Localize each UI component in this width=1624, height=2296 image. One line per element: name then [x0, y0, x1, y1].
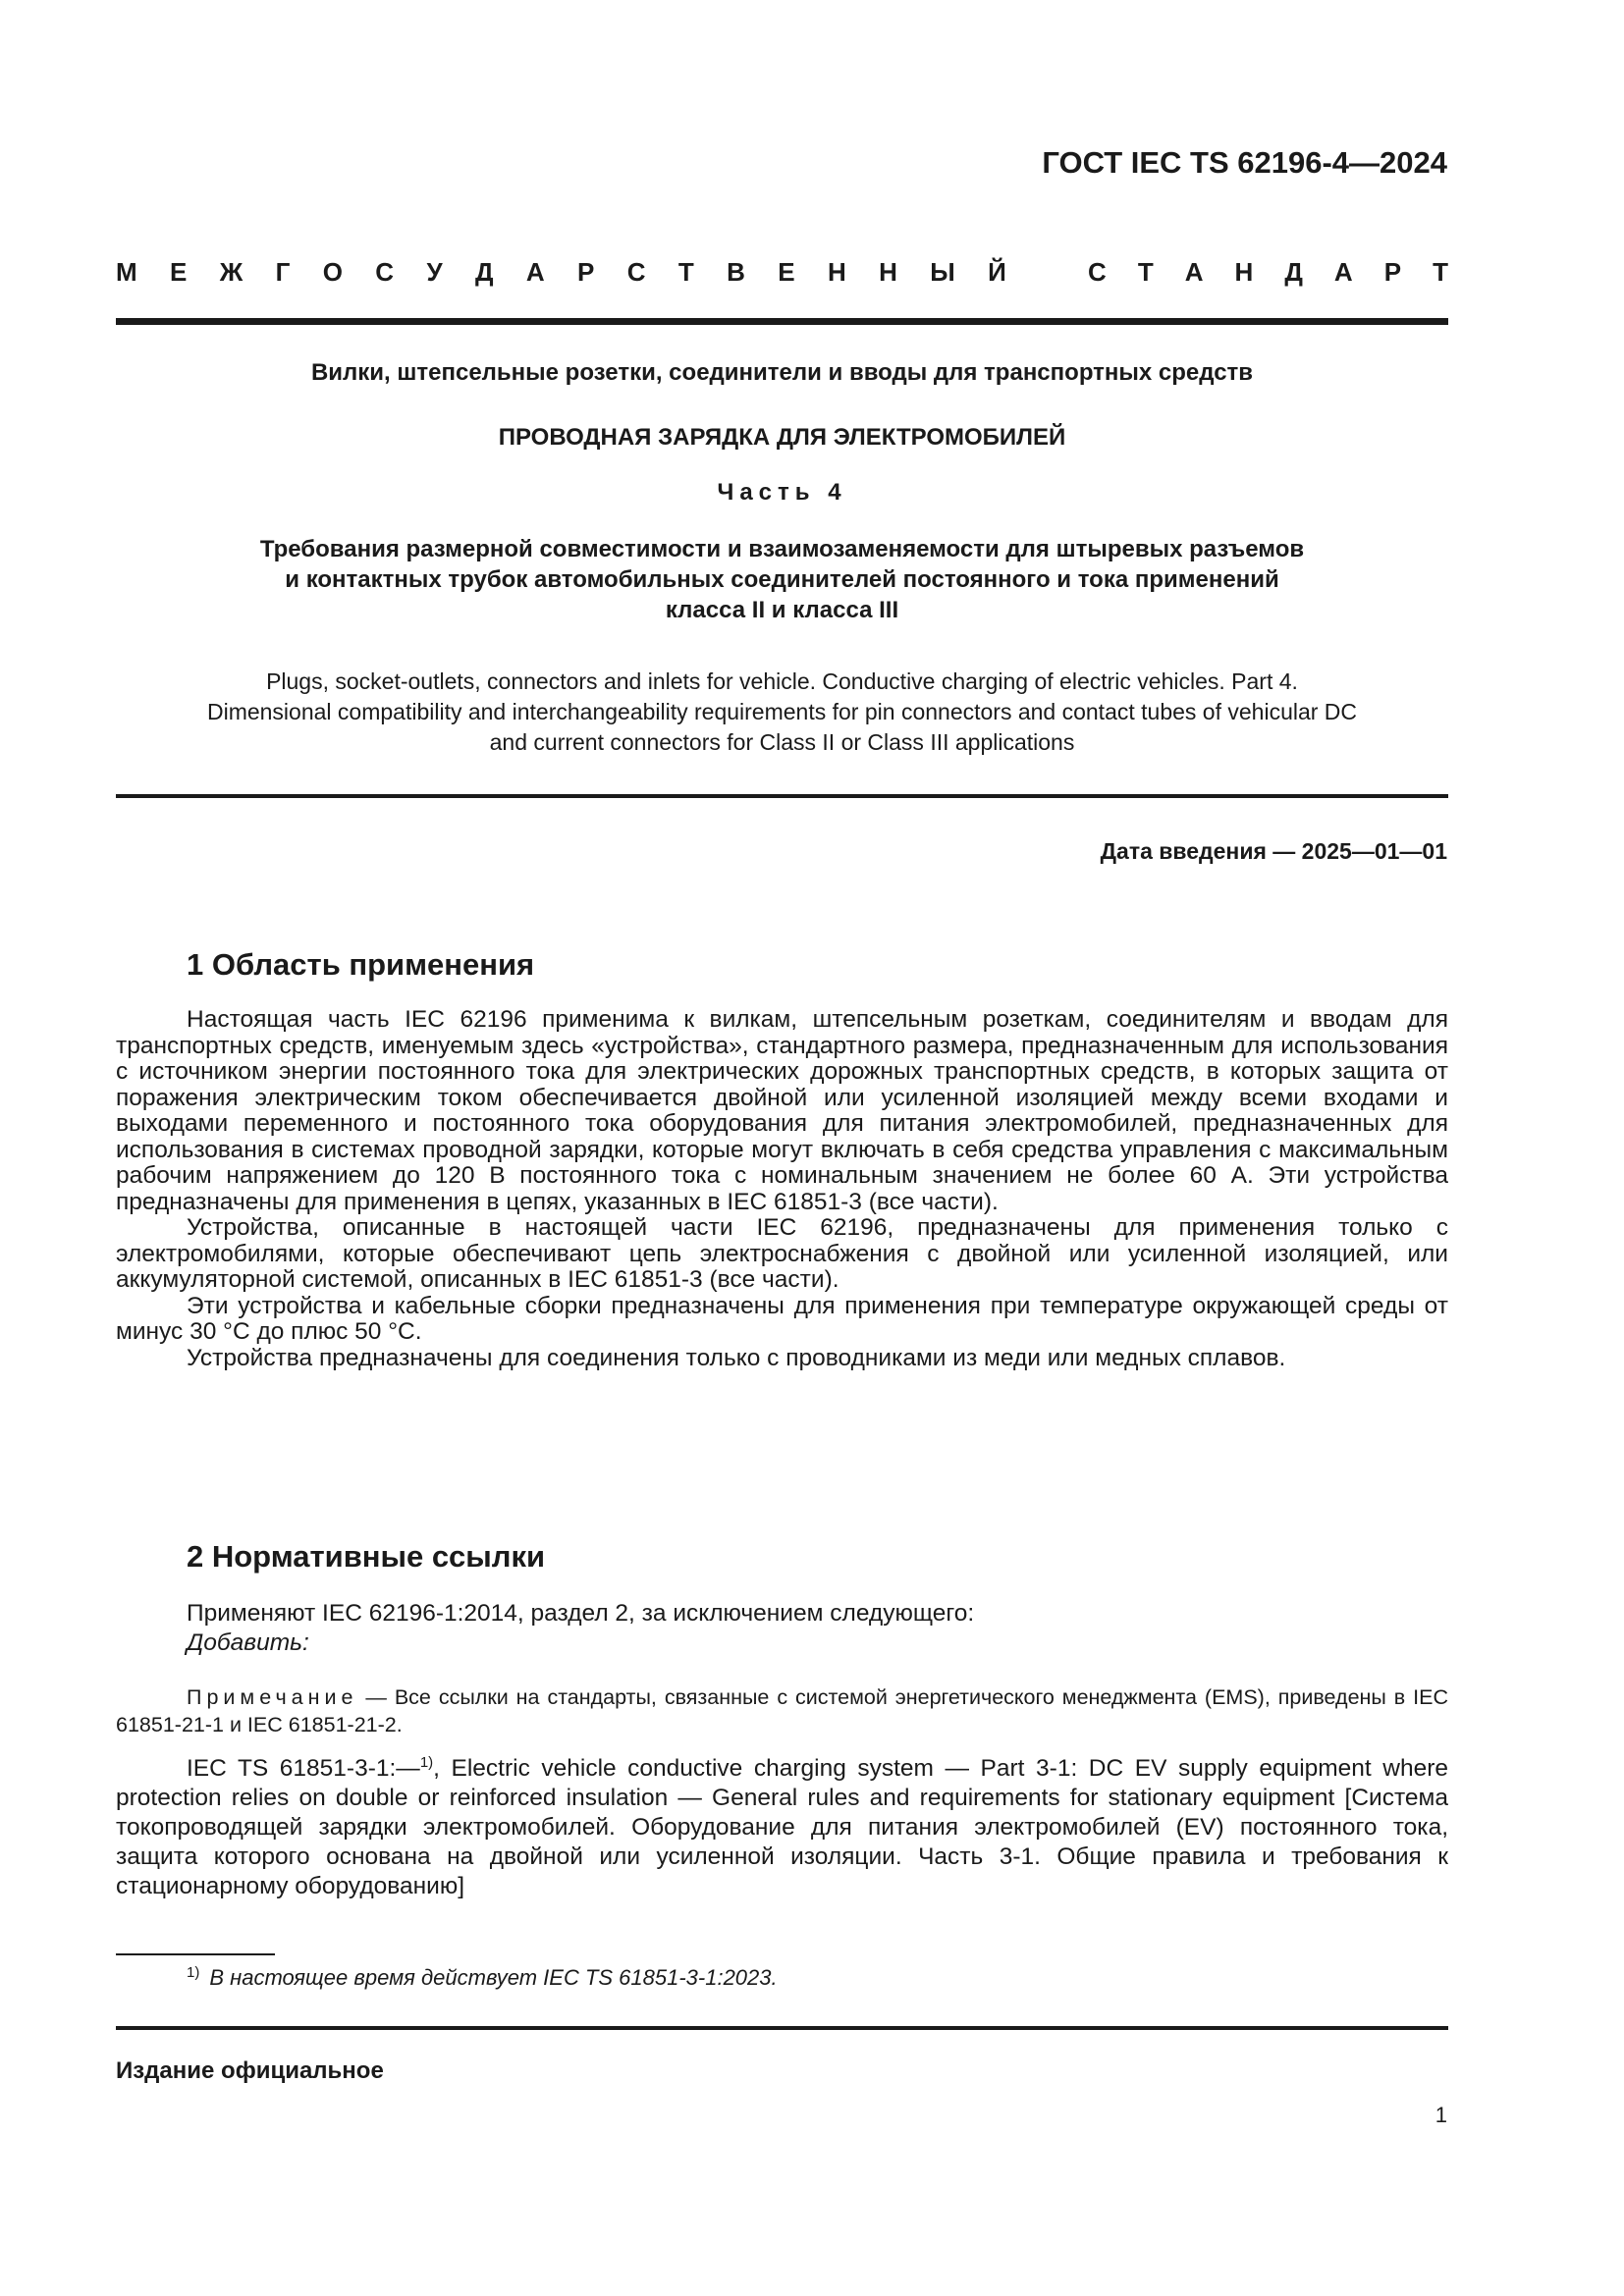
section-1-body — [116, 1007, 1448, 1371]
edition-label: Издание официальное — [116, 2057, 384, 2084]
footnote — [187, 1965, 778, 1991]
document-part: Часть 4 — [717, 479, 847, 506]
section-2-intro: Применяют IEC 62196-1:2014, раздел 2, за исключением следующего: Добавить: — [187, 1600, 975, 1656]
reference-code: IEC TS 61851-3-1:— — [187, 1755, 420, 1782]
note — [116, 1683, 1448, 1738]
normative-reference — [116, 1754, 1448, 1901]
footer-divider — [116, 2026, 1448, 2030]
footnote-text: В настоящее время действует IEC TS 61851-3-1:2023. — [209, 1965, 778, 1990]
paragraph: Устройства предназначены для соединения только с проводниками из меди или медных сплавов. — [187, 1344, 1286, 1371]
header-divider — [116, 318, 1448, 325]
paragraph: Устройства, описанные в настоящей части IEC 62196, предназначены для применения только с электромобилями, которые обеспечивают цепь электроснабжения с двойной или усиленной изоляцией, или аккумуляторной системой, описанных в IEC 61851-3 (все части). — [116, 1214, 1448, 1293]
standard-designation: ГОСТ IEC TS 62196-4—2024 — [1042, 145, 1447, 180]
title-divider — [116, 794, 1448, 798]
footnote-ref-mark: 1) — [419, 1753, 434, 1771]
english-title: Plugs, socket-outlets, connectors and inlets for vehicle. Conductive charging of electric vehicles. Part 4. Dimensional compatibility and interchangeability requirements for pin connectors and contact tubes of vehicular DC and current connectors for Class II or Class III applications — [206, 668, 1358, 755]
section-1-heading: 1 Область применения — [187, 947, 535, 982]
paragraph: Эти устройства и кабельные сборки предназначены для применения при температуре окружающей среды от минус 30 °С до плюс 50 °С. — [116, 1292, 1448, 1345]
reference-text: , Electric vehicle conductive charging system — Part 3-1: DC EV supply equipment where protection relies on double or reinforced insulation — General rules and requirements for stationary equipment [Система токопроводящей зарядки электромобилей. Оборудование для питания электромобилей (EV) постоянного тока, защита которого основана на двойной или усиленной изоляции. Часть 3-1. Общие правила и требования к стационарному оборудованию] — [116, 1755, 1449, 1899]
introduction-date: Дата введения — 2025—01—01 — [1100, 838, 1447, 864]
page-number: 1 — [1435, 2103, 1447, 2127]
footnote-mark: 1) — [187, 1963, 200, 1981]
section-2-heading: 2 Нормативные ссылки — [187, 1539, 546, 1574]
standard-type-word-interstate: М Е Ж Г О С У Д А Р С Т В Е Н Н Ы Й — [116, 257, 1006, 287]
paragraph: Настоящая часть IEC 62196 применима к вилкам, штепсельным розеткам, соединителям и вводам для транспортных средств, именуемым здесь «устройства», стандартного размера, предназначенным для использования с источником энергии постоянного тока для электрических дорожных транспортных средств, в которых защита от поражения электрическим током обеспечивается двойной или усиленной изоляцией между всеми входами и выходами переменного и постоянного тока оборудования для питания электромобилей, предназначенных для использования в системах проводной зарядки, которые могут включать в себя средства управления с максимальным рабочим напряжением до 120 В постоянного тока с номинальным значением не более 60 А. Эти устройства предназначены для применения в цепях, указанных в IEC 61851-3 (все части). — [116, 1006, 1448, 1215]
add-label: Добавить: — [187, 1629, 309, 1656]
standard-type-word-standard: С Т А Н Д А Р Т — [1088, 257, 1448, 287]
footnote-divider — [116, 1953, 275, 1955]
document-subtitle: ПРОВОДНАЯ ЗАРЯДКА ДЛЯ ЭЛЕКТРОМОБИЛЕЙ — [498, 424, 1066, 451]
standard-type-heading — [116, 257, 1448, 288]
document-part-title: Требования размерной совместимости и взаимозаменяемости для штыревых разъемов и контактных трубок автомобильных соединителей постоянного и тока применений класса II и класса III — [259, 536, 1305, 623]
document-title: Вилки, штепсельные розетки, соединители и вводы для транспортных средств — [310, 359, 1254, 386]
note-label: Примечание — [187, 1685, 358, 1709]
note-text: — Все ссылки на стандарты, связанные с системой энергетического менеджмента (EMS), приведены в IEC 61851-21-1 и IEC 61851-21-2. — [116, 1685, 1448, 1736]
